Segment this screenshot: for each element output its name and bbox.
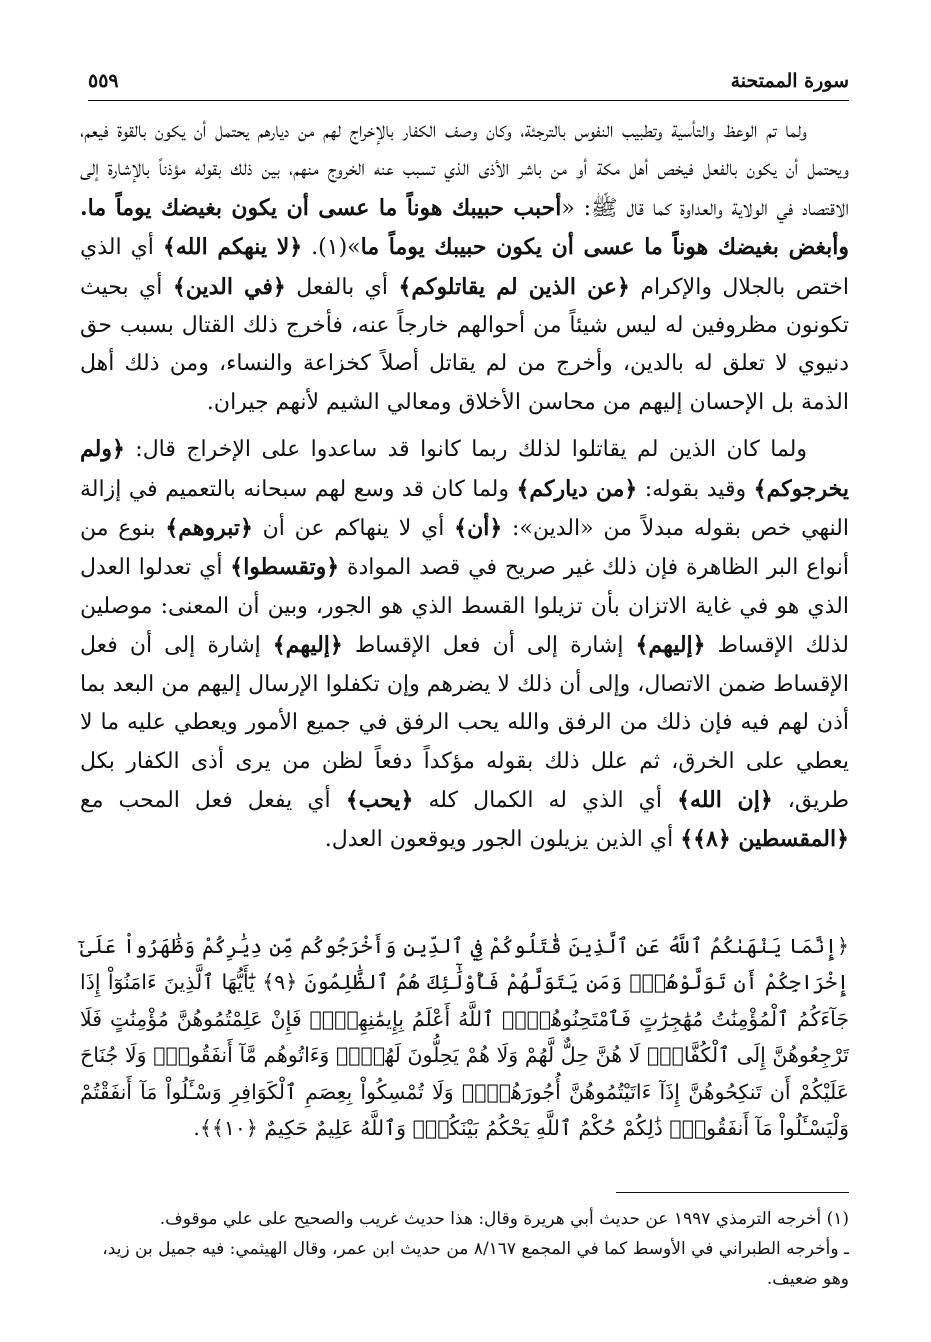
verse-quote: ﴿عن الذين لم يقاتلوكم﴾ [398, 273, 630, 300]
page-number: ٥٥٩ [88, 70, 119, 92]
text-run: أي بحيث تكونون مظروفين له ليس شيئاً من أحوالهم خارجاً عنه، فأخرج ذلك القتال بسبب حق دنيوي لا تعلق له بالدين، وأخرج من لم يقاتل أصلاً كخزاعة والنساء، ومن ذلك أهل الذمة بل الإحسان إليهم من محاسن الأخلاق ومعالي الشيم لأنهم جيران. [80, 274, 849, 415]
hadith-quote: أحبب حبيبك هوناً ما عسى أن يكون بغيضك يوماً ما. وأبغض بغيضك هوناً ما عسى أن يكون حبيبك يوماً ما [80, 194, 849, 261]
paragraph [80, 430, 849, 859]
footnote: (١) أخرجه الترمذي ١٩٩٧ عن حديث أبي هريرة وقال: هذا حديث غريب والصحيح على علي موقوف. [159, 1209, 849, 1229]
text-run: ولما تم الوعظ والتأسية وتطبيب النفوس بالترجئة، وكان وصف الكفار بالإخراج لهم من ديارهم يحتمل أن يكون بالقوة فيعم، ويحتمل أن يكون بالفعل فيخص أهل مكة أو من باشر الأذى الذي تسبب عنه الخروج منهم، بين ذلك بقوله مؤذناً بالإشارة إلى الاقتصاد في الولاية والعداوة كما قال ﷺ: « [80, 118, 849, 221]
verse-quote: ﴿في الدين﴾ [172, 273, 286, 300]
footnotes [80, 1204, 849, 1294]
text-run: ولما كان الذين لم يقاتلوا لذلك ربما كانوا قد ساعدوا على الإخراج قال: [124, 437, 807, 463]
verse-quote: ﴿أن﴾ [454, 515, 503, 542]
verse-quote: ﴿وتقسطوا﴾ [230, 554, 340, 581]
running-title: سورة الممتحنة [730, 70, 849, 92]
text-run: ولما كان قد وسع لهم سبحانه بالتعميم في إزالة النهي خص بقوله مبدلاً من «الدين»: [80, 476, 849, 542]
footnote-divider [616, 1192, 849, 1193]
quran-verse-block: ﴿إِنَّمَا يَنْهَىٰكُمُ ٱللَّهُ عَنِ ٱلَّذِينَ قَٰتَلُوكُمْ فِي ٱلدِّينِ وَأَخْرَجُوكُم مِّن دِيَٰرِكُمْ وَظَٰهَرُواْ عَلَىٰٓ إِخْرَاجِكُمْ أَن تَوَلَّوْهُمْۚ وَمَن يَتَوَلَّهُمْ فَأُوْلَٰٓئِكَ هُمُ ٱلظَّٰلِمُونَ ﴿٩﴾ يَٰٓأَيُّهَا ٱلَّذِينَ ءَامَنُوٓاْ إِذَا جَآءَكُمُ ٱلْمُؤْمِنَٰتُ مُهَٰجِرَٰتٍ فَٱمْتَحِنُوهُنَّۖ ٱللَّهُ أَعْلَمُ بِإِيمَٰنِهِنَّۖ فَإِنْ عَلِمْتُمُوهُنَّ مُؤْمِنَٰتٍ فَلَا تَرْجِعُوهُنَّ إِلَى ٱلْكُفَّارِۖ لَا هُنَّ حِلٌّ لَّهُمْ وَلَا هُمْ يَحِلُّونَ لَهُنَّۖ وَءَاتُوهُم مَّآ أَنفَقُواْۚ وَلَا جُنَاحَ عَلَيْكُمْ أَن تَنكِحُوهُنَّ إِذَآ ءَاتَيْتُمُوهُنَّ أُجُورَهُنَّۚ وَلَا تُمْسِكُواْ بِعِصَمِ ٱلْكَوَافِرِ وَسْـَٔلُواْ مَآ أَنفَقْتُمْ وَلْيَسْـَٔلُواْ مَآ أَنفَقُواْۚ ذَٰلِكُمْ حُكْمُ ٱللَّهِ يَحْكُمُ بَيْنَكُمْۖ وَٱللَّهُ عَلِيمٌ حَكِيمٌ ﴿١٠﴾﴾. [80, 934, 849, 1141]
text-run: وقيد بقوله: [637, 476, 754, 502]
verse-quote: ﴿إليهم﴾ [635, 632, 706, 659]
commentary-body [80, 112, 849, 860]
text-run: أي بالفعل [285, 274, 399, 300]
verse-quote: ﴿إليهم﴾ [272, 632, 343, 659]
paragraph [80, 112, 849, 422]
text-run: أي يفعل فعل المحب مع [80, 787, 346, 813]
verse-quote: ﴿من دياركم﴾ [516, 475, 638, 502]
verse-quote: ﴿لا ينهكم الله﴾ [162, 234, 303, 261]
running-head [88, 66, 849, 101]
verse-quote: ﴿تبروهم﴾ [165, 515, 253, 542]
text-run: أي لا ينهاكم عن أن [252, 516, 455, 542]
verse-quote: ﴿يحب﴾ [345, 786, 414, 813]
text-run: »(١). [302, 235, 361, 261]
text-run: بنوع من أنواع البر الظاهرة فإن ذلك غير صريح في قصد الموادة [80, 516, 849, 581]
text-run: أي تعدلوا العدل الذي هو في غاية الاتزان بأن تزيلوا القسط الذي هو الجور، وبين أن المعنى: موصلين لذلك الإقساط [80, 555, 849, 659]
verse-quote: ﴿إن الله﴾ [677, 786, 773, 813]
text-run: أي الذي له الكمال كله [413, 787, 678, 813]
text-run: إشارة إلى أن فعل الإقساط [342, 633, 636, 659]
text-run: أي الذين يزيلون الجور ويوقعون العدل. [324, 827, 681, 853]
text-run: إشارة إلى أن فعل الإقساط ضمن الاتصال، وإلى أن ذلك لا يضرهم وإن تكفلوا الإرسال إليهم من البعد بما أذن لهم فيه فإن ذلك من الرفق والله يحب الرفق في جميع الأمور ويعطي عليه ما لا يعطي على الخرق، ثم علل ذلك بقوله مؤكداً دفعاً لظن من يرى أذى الكفار بكل طريق، [80, 633, 850, 813]
text-run: أي الذي اختص بالجلال والإكرام [80, 235, 850, 300]
verse-quote: ﴿ولم يخرجوكم﴾ [80, 436, 849, 502]
verse-quote: ﴿المقسطين ﴿٨﴾﴾ [680, 826, 849, 853]
footnote: ـ وأخرجه الطبراني في الأوسط كما في المجمع ٨/١٦٧ من حديث ابن عمر، وقال الهيثمي: فيه جميل بن زيد، وهو ضعيف. [102, 1239, 849, 1289]
